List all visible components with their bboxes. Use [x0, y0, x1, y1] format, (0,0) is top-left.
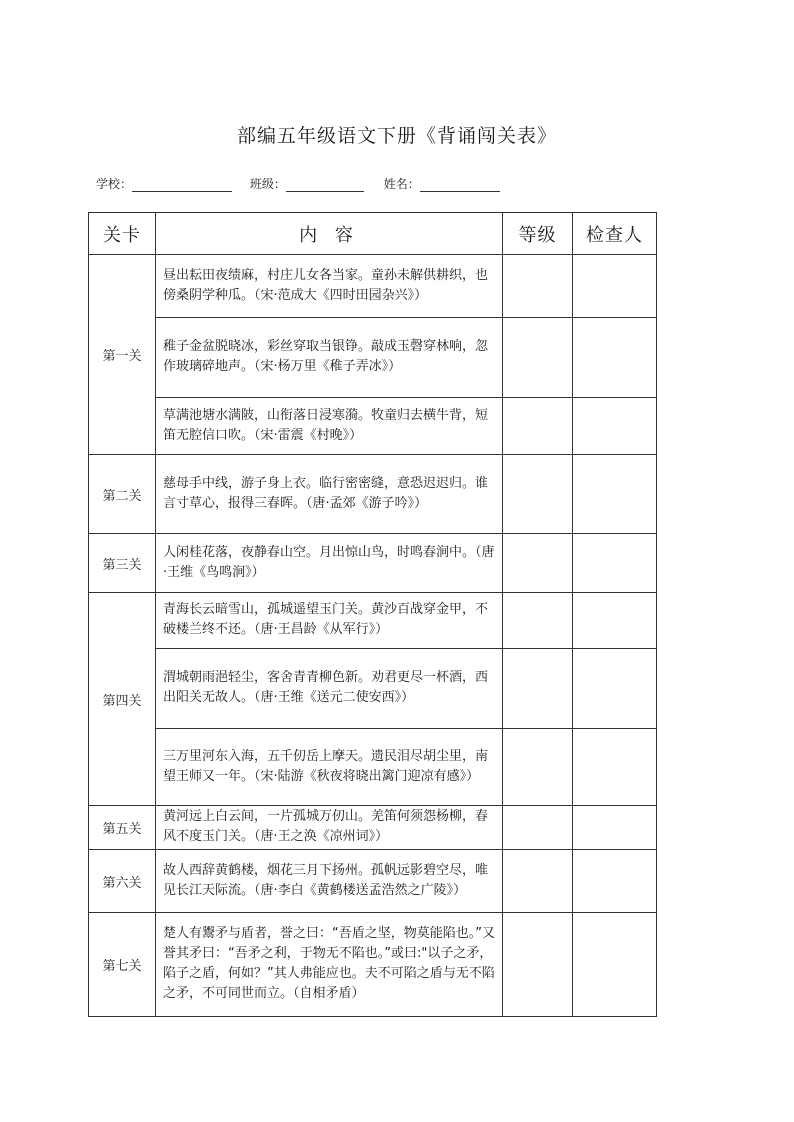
- checker-cell[interactable]: [573, 255, 657, 318]
- content-cell: 青海长云暗雪山，孤城遥望玉门关。黄沙百战穿金甲，不破楼兰终不还。（唐·王昌龄《从军行》）: [156, 593, 503, 649]
- checker-cell[interactable]: [573, 649, 657, 729]
- table-row: [89, 255, 657, 318]
- content-cell: 草满池塘水满陂，山衔落日浸寒漪。牧童归去横牛背，短笛无腔信口吹。（宋·雷震《村晚》）: [156, 398, 503, 455]
- content-cell: 故人西辞黄鹤楼，烟花三月下扬州。孤帆远影碧空尽，唯见长江天际流。（唐·李白《黄鹤楼送孟浩然之广陵》）: [156, 850, 503, 913]
- grade-cell[interactable]: [503, 806, 573, 850]
- content-cell: 昼出耘田夜绩麻，村庄儿女各当家。童孙未解供耕织，也傍桑阴学种瓜。（宋·范成大《四时田园杂兴》）: [156, 255, 503, 318]
- grade-cell[interactable]: [503, 913, 573, 1017]
- content-cell: 楚人有鬻矛与盾者，誉之曰：“吾盾之坚，物莫能陷也。”又誉其矛曰：“吾矛之利，于物无不陷也。”或曰:"以子之矛，陷子之盾，何如？”其人弗能应也。夫不可陷之盾与无不陷之矛，不可同世而立。（自相矛盾）: [156, 913, 503, 1017]
- grade-cell[interactable]: [503, 850, 573, 913]
- content-cell: 稚子金盆脱晓冰，彩丝穿取当银铮。敲成玉磬穿林响，忽作玻璃碎地声。（宋·杨万里《稚子弄冰》）: [156, 318, 503, 398]
- school-blank[interactable]: [132, 179, 232, 192]
- checker-cell[interactable]: [573, 593, 657, 649]
- table-row: [89, 455, 657, 534]
- table-row: [89, 649, 657, 729]
- checker-cell[interactable]: [573, 850, 657, 913]
- header-grade: 等级: [503, 213, 573, 255]
- level-cell: 第七关: [89, 913, 156, 1017]
- header-level: 关卡: [89, 213, 156, 255]
- school-label: 学校：: [96, 177, 133, 191]
- table-row: [89, 913, 657, 1017]
- grade-cell[interactable]: [503, 729, 573, 806]
- table-row: [89, 729, 657, 806]
- grade-cell[interactable]: [503, 318, 573, 398]
- grade-cell[interactable]: [503, 398, 573, 455]
- content-cell: 渭城朝雨浥轻尘，客舍青青柳色新。劝君更尽一杯酒，西出阳关无故人。（唐·王维《送元二使安西》）: [156, 649, 503, 729]
- grade-cell[interactable]: [503, 455, 573, 534]
- header-content: 内 容: [156, 213, 503, 255]
- recitation-table: [88, 212, 657, 1017]
- table-header-row: [89, 213, 657, 255]
- grade-cell[interactable]: [503, 255, 573, 318]
- content-cell: 黄河远上白云间，一片孤城万仞山。羌笛何须怨杨柳，春风不度玉门关。（唐·王之涣《凉州词》）: [156, 806, 503, 850]
- name-blank[interactable]: [420, 179, 500, 192]
- student-info-fields: [96, 175, 500, 192]
- checker-cell[interactable]: [573, 534, 657, 593]
- grade-cell[interactable]: [503, 534, 573, 593]
- table-row: [89, 850, 657, 913]
- table-row: [89, 318, 657, 398]
- header-checker: 检查人: [573, 213, 657, 255]
- table-row: [89, 534, 657, 593]
- level-cell: 第六关: [89, 850, 156, 913]
- checker-cell[interactable]: [573, 318, 657, 398]
- level-cell: 第三关: [89, 534, 156, 593]
- level-cell: 第五关: [89, 806, 156, 850]
- page-title: 部编五年级语文下册《背诵闯关表》: [236, 125, 557, 147]
- level-cell: 第二关: [89, 455, 156, 534]
- class-blank[interactable]: [286, 179, 364, 192]
- checker-cell[interactable]: [573, 913, 657, 1017]
- table-row: [89, 593, 657, 649]
- checker-cell[interactable]: [573, 729, 657, 806]
- grade-cell[interactable]: [503, 649, 573, 729]
- class-label: 班级：: [249, 177, 286, 191]
- content-cell: 三万里河东入海，五千仞岳上摩天。遗民泪尽胡尘里，南望王师又一年。（宋·陆游《秋夜将晓出篱门迎凉有感》）: [156, 729, 503, 806]
- level-cell: 第四关: [89, 593, 156, 806]
- grade-cell[interactable]: [503, 593, 573, 649]
- checker-cell[interactable]: [573, 398, 657, 455]
- content-cell: 慈母手中线，游子身上衣。临行密密缝，意恐迟迟归。谁言寸草心，报得三春晖。（唐·孟郊《游子吟》）: [156, 455, 503, 534]
- table-row: [89, 806, 657, 850]
- checker-cell[interactable]: [573, 455, 657, 534]
- name-label: 姓名：: [383, 177, 420, 191]
- content-cell: 人闲桂花落，夜静春山空。月出惊山鸟，时鸣春涧中。（唐·王维《鸟鸣涧》）: [156, 534, 503, 593]
- table-row: [89, 398, 657, 455]
- level-cell: 第一关: [89, 255, 156, 455]
- checker-cell[interactable]: [573, 806, 657, 850]
